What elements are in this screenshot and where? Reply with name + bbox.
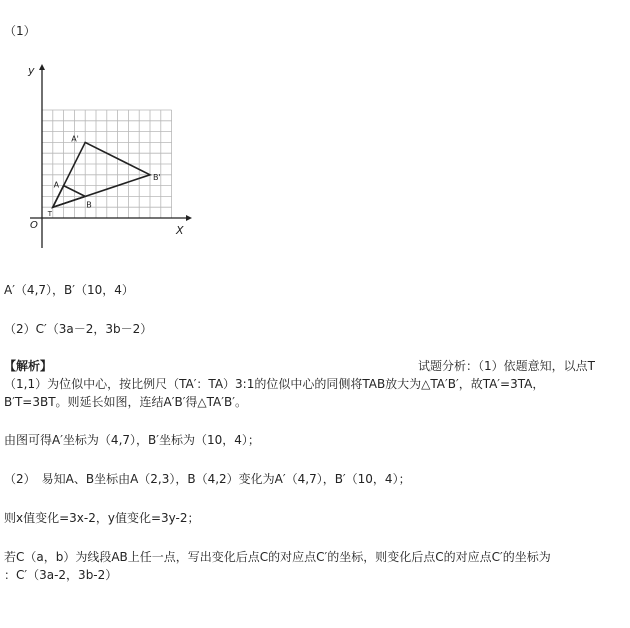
part-2-line: （2） 易知A、B坐标由A（2,3），B（4,2）变化为A′（4,7），B′（10，4）； — [4, 472, 411, 486]
point-label-a-prime: A' — [71, 134, 79, 144]
point-label-t: T — [47, 210, 53, 219]
part1-label: （1） — [4, 24, 36, 38]
analysis-title: 【解析】 — [4, 359, 53, 373]
point-label-a: A — [53, 180, 60, 190]
analysis-intro: 试题分析：（1）依题意知，以点T — [418, 359, 595, 373]
analysis-line-3: B′T=3BT。则延长如图，连结A′B′得△TA′B′。 — [4, 395, 247, 409]
x-axis-label: X — [176, 224, 184, 237]
grid — [42, 110, 172, 218]
answer-1: A′（4,7），B′（10，4） — [4, 283, 134, 297]
change-line: 则x值变化=3x-2，y值变化=3y-2； — [4, 511, 200, 525]
coordinate-figure — [26, 62, 196, 252]
analysis-line-2: （1,1）为位似中心，按比例尺（TA′：TA）3:1的位似中心的同侧将TAB放大为△TA′B′，故TA′=3TA， — [4, 377, 545, 391]
point-label-b-prime: B' — [153, 172, 161, 182]
origin-label: O — [30, 220, 38, 231]
result-line: 由图可得A′坐标为（4,7），B′坐标为（10，4）； — [4, 433, 260, 447]
final-line-2: ：C′（3a-2，3b-2） — [4, 568, 118, 582]
point-label-b: B — [86, 200, 92, 210]
y-axis-arrow — [39, 64, 45, 70]
answer-2: （2）C′（3a－2，3b－2） — [4, 322, 153, 336]
x-axis-arrow — [186, 215, 192, 221]
final-line-1: 若C（a，b）为线段AB上任一点，写出变化后点C的对应点C′的坐标，则变化后点C的对应点C′的坐标为 — [4, 550, 551, 564]
y-axis-label: y — [28, 64, 35, 77]
